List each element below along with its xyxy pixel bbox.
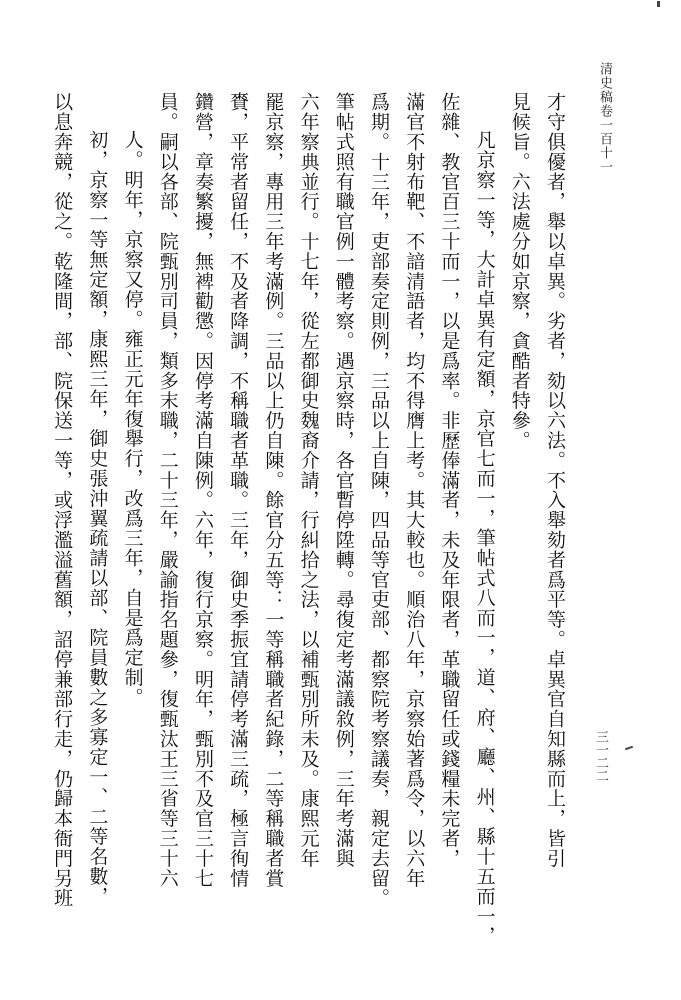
text-column: 佐雜、教官百三十而一，以是爲率。非歷俸滿者，未及年限者，革職留任或錢糧未完者，	[438, 92, 461, 869]
print-speck	[657, 1, 660, 7]
text-column: 筆帖式照有職官例一體考察。遇京察時，各官暫停陞轉。尋復定考滿議敘例，三年考滿與	[332, 92, 355, 869]
text-column: 爲期。十三年，吏部奏定則例，三品以上自陳，四品等官吏部、都察院考察議奏，親定去留。	[367, 92, 390, 908]
text-column: 凡京察一等，大計卓異有定額，京官七而一，筆帖式八而一，道、府、廳、州、縣十五而一，	[473, 130, 496, 946]
text-column: 賚，平常者留任，不及者降調，不稱職者革職。三年，御史季振宜請停考滿三疏，極言徇情	[227, 92, 250, 888]
text-column: 員。嗣以各部、院甄別司員，類多末職，二十三年，嚴諭指名題參，復甄汰王三省等三十六	[156, 92, 179, 888]
text-column: 滿官不射布靶、不諳清語者，均不得膺上考。其大較也。順治八年，京察始著爲令，以六年	[403, 92, 426, 888]
text-column: 罷京察，專用三年考滿例。三品以上仍自陳。餘官分五等：一等稱職者紀錄，二等稱職者賞	[262, 92, 285, 888]
running-header: 清史稿卷一百十一	[597, 62, 612, 174]
text-column: 見候旨。六法處分如京察，貪酷者特參。	[508, 92, 531, 451]
text-column: 鑽營，章奏繁擾，無裨勸懲。因停考滿自陳例。六年，復行京察。明年，甄別不及官三十七	[191, 92, 214, 888]
text-column: 以息奔競，從之。乾隆間，部、院保送一等，或浮濫溢舊額，詔停兼部行走，仍歸本衙門另班	[51, 92, 74, 908]
text-column: 人。明年，京察又停。雍正元年復舉行，改爲三年，自是爲定制。	[121, 130, 144, 708]
text-column: 六年察典並行。十七年，從左都御史魏裔介請，行糾拾之法，以補甄別所未及。康熙元年	[297, 92, 320, 869]
text-column: 初，京察一等無定額，康熙三年，御史張沖翼疏請以部、院員數之多寡定一、二等名數，	[86, 130, 109, 907]
print-speck	[625, 746, 633, 751]
page-number: 三一二二	[593, 730, 608, 782]
body-text	[51, 92, 572, 972]
text-column: 才守俱優者，舉以卓異。劣者，劾以六法。不入舉劾者爲平等。卓異官自知縣而上，皆引	[544, 92, 566, 869]
